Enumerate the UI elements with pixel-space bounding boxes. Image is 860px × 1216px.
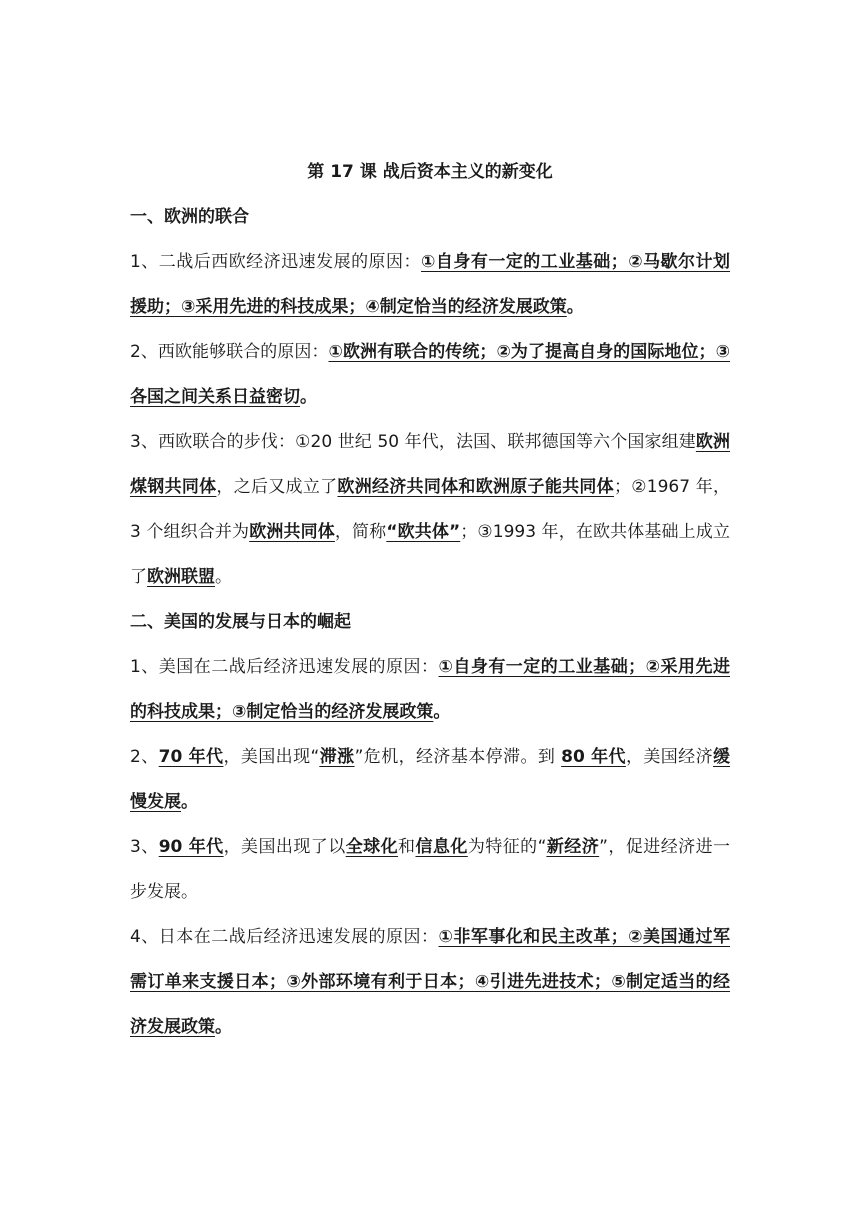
paragraph-text: 3、 — [130, 837, 159, 857]
paragraph-text: 1、美国在二战后经济迅速发展的原因： — [130, 657, 439, 677]
key-point: ①欧洲有联合的传统；②为了提高自身的国际地位；③各国之间关系日益密切 — [130, 342, 730, 407]
paragraph-west-europe-union-steps — [130, 420, 730, 600]
lesson-title: 第 17 课 战后资本主义的新变化 — [307, 162, 553, 182]
key-term: 欧洲联盟 — [147, 567, 215, 587]
key-term: 新经济 — [546, 837, 600, 857]
paragraph-text: ，美国出现“ — [223, 747, 320, 767]
paragraph-text: ”危机，经济基本停滞 — [354, 747, 521, 767]
key-term: 70 年代 — [158, 747, 224, 767]
paragraph-text: ，美国经济 — [625, 747, 713, 767]
key-point: ①非军事化和民主改革；②美国通过军需订单来支援日本；③外部环境有利于日本；④引进先进技术；⑤制定适当的经济发展政策 — [130, 927, 730, 1037]
punctuation: 。 — [433, 702, 451, 722]
section-heading-europe: 一、欧洲的联合 — [130, 207, 249, 227]
paragraph-text: 3、西欧联合的步伐：①20 世纪 50 年代，法国、联邦德国等六个国家组建 — [130, 432, 696, 452]
document-body — [130, 150, 730, 1050]
section-heading-usa-japan: 二、美国的发展与日本的崛起 — [130, 612, 351, 632]
paragraph-usa-stagflation — [130, 735, 730, 825]
key-term: 全球化 — [345, 837, 399, 857]
paragraph-text: 为特征的“ — [467, 837, 547, 857]
punctuation: 。 — [566, 297, 584, 317]
paragraph-text: ，简称 — [334, 522, 387, 542]
paragraph-japan-growth-reasons — [130, 915, 730, 1050]
key-point: ①自身有一定的工业基础；②采用先进的科技成果；③制定恰当的经济发展政策 — [130, 657, 730, 722]
key-term: 欧洲煤钢共同体 — [130, 432, 731, 497]
paragraph-text: ；③1993 年，在欧共体基础上成立了 — [130, 522, 730, 587]
punctuation: 。 — [215, 567, 232, 587]
punctuation: 。 — [215, 1017, 232, 1037]
paragraph-text: ；②1967 年，3 个组织合并为 — [130, 477, 731, 542]
paragraph-text: 2、西欧能够联合的原因： — [130, 342, 329, 362]
key-term: 欧洲经济共同体和欧洲原子能共同体 — [337, 477, 614, 497]
paragraph-text: 4、日本在二战后经济迅速发展的原因： — [130, 927, 439, 947]
paragraph-text: 和 — [398, 837, 416, 857]
paragraph-text: ，美国出现了以 — [223, 837, 346, 857]
key-term: 缓慢发展 — [130, 747, 730, 812]
punctuation: 。 — [181, 792, 198, 812]
key-point: ①自身有一定的工业基础；②马歇尔计划援助；③采用先进的科技成果；④制定恰当的经济发展政策 — [130, 252, 730, 317]
key-term: “欧共体” — [386, 522, 461, 542]
paragraph-text: 2、 — [130, 747, 159, 767]
paragraph-usa-growth-reasons — [130, 645, 730, 735]
paragraph-west-europe-union-reasons — [130, 330, 730, 420]
paragraph-usa-new-economy — [130, 825, 730, 915]
key-term: 欧洲共同体 — [249, 522, 335, 542]
paragraph-west-europe-growth-reasons — [130, 240, 730, 330]
paragraph-text: 1、二战后西欧经济迅速发展的原因： — [130, 252, 422, 272]
key-term: 信息化 — [415, 837, 468, 857]
paragraph-text: ”，促进经济进一步发展。 — [130, 837, 731, 902]
key-term: 90 年代 — [158, 837, 224, 857]
key-term: 80 年代 — [561, 747, 626, 767]
paragraph-text: ，之后又成立了 — [216, 477, 338, 497]
key-term: 滞涨 — [319, 747, 355, 767]
punctuation: 。 — [300, 387, 317, 407]
paragraph-text: 。到 — [520, 747, 562, 767]
